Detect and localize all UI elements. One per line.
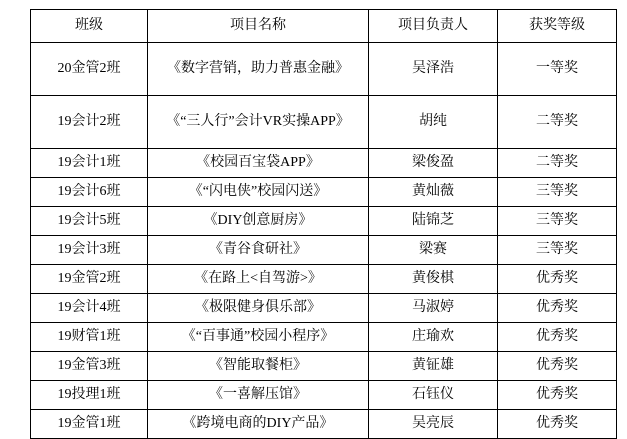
cell-project-leader: 黄俊棋 [369, 265, 498, 294]
cell-project-name: 《DIY创意厨房》 [148, 207, 369, 236]
cell-project-name: 《跨境电商的DIY产品》 [148, 410, 369, 439]
cell-project-name: 《校园百宝袋APP》 [148, 149, 369, 178]
header-project-name: 项目名称 [148, 10, 369, 43]
cell-project-name: 《一喜解压馆》 [148, 381, 369, 410]
cell-award-level: 一等奖 [498, 43, 617, 96]
cell-award-level: 三等奖 [498, 207, 617, 236]
cell-project-leader: 胡纯 [369, 96, 498, 149]
table-row [31, 149, 617, 178]
cell-class: 19会计4班 [31, 294, 148, 323]
table-row [31, 207, 617, 236]
header-class: 班级 [31, 10, 148, 43]
cell-award-level: 二等奖 [498, 149, 617, 178]
cell-project-name: 《“闪电侠”校园闪送》 [148, 178, 369, 207]
table-row [31, 96, 617, 149]
table-row [31, 265, 617, 294]
cell-award-level: 优秀奖 [498, 323, 617, 352]
cell-project-leader: 黄钲雄 [369, 352, 498, 381]
cell-project-leader: 梁赛 [369, 236, 498, 265]
table-row [31, 236, 617, 265]
cell-award-level: 优秀奖 [498, 410, 617, 439]
header-project-leader: 项目负责人 [369, 10, 498, 43]
cell-project-name: 《极限健身俱乐部》 [148, 294, 369, 323]
cell-project-name: 《“三人行”会计VR实操APP》 [148, 96, 369, 149]
table-row [31, 43, 617, 96]
cell-class: 19金管2班 [31, 265, 148, 294]
cell-project-name: 《“百事通”校园小程序》 [148, 323, 369, 352]
cell-class: 19会计1班 [31, 149, 148, 178]
cell-award-level: 三等奖 [498, 178, 617, 207]
cell-project-leader: 梁俊盈 [369, 149, 498, 178]
cell-class: 19会计5班 [31, 207, 148, 236]
table-row [31, 323, 617, 352]
table-row [31, 352, 617, 381]
cell-project-leader: 马淑婷 [369, 294, 498, 323]
header-row [31, 10, 617, 43]
cell-class: 19会计2班 [31, 96, 148, 149]
table-body [31, 43, 617, 439]
cell-project-name: 《数字营销，助力普惠金融》 [148, 43, 369, 96]
cell-project-leader: 石钰仪 [369, 381, 498, 410]
award-table-container [30, 9, 596, 439]
table-row [31, 410, 617, 439]
cell-award-level: 优秀奖 [498, 265, 617, 294]
cell-class: 19金管3班 [31, 352, 148, 381]
cell-class: 19会计3班 [31, 236, 148, 265]
cell-award-level: 优秀奖 [498, 352, 617, 381]
cell-project-leader: 吴泽浩 [369, 43, 498, 96]
cell-award-level: 二等奖 [498, 96, 617, 149]
cell-class: 19会计6班 [31, 178, 148, 207]
cell-award-level: 优秀奖 [498, 294, 617, 323]
cell-class: 19财管1班 [31, 323, 148, 352]
cell-class: 20金管2班 [31, 43, 148, 96]
cell-project-name: 《青谷食研社》 [148, 236, 369, 265]
cell-award-level: 三等奖 [498, 236, 617, 265]
award-table [30, 9, 617, 439]
cell-class: 19金管1班 [31, 410, 148, 439]
table-row [31, 294, 617, 323]
cell-project-name: 《智能取餐柜》 [148, 352, 369, 381]
cell-project-leader: 黄灿薇 [369, 178, 498, 207]
cell-project-leader: 吴亮辰 [369, 410, 498, 439]
table-header [31, 10, 617, 43]
header-award-level: 获奖等级 [498, 10, 617, 43]
cell-project-leader: 陆锦芝 [369, 207, 498, 236]
cell-award-level: 优秀奖 [498, 381, 617, 410]
table-row [31, 381, 617, 410]
table-row [31, 178, 617, 207]
cell-project-leader: 庄瑜欢 [369, 323, 498, 352]
cell-class: 19投理1班 [31, 381, 148, 410]
cell-project-name: 《在路上<自驾游>》 [148, 265, 369, 294]
